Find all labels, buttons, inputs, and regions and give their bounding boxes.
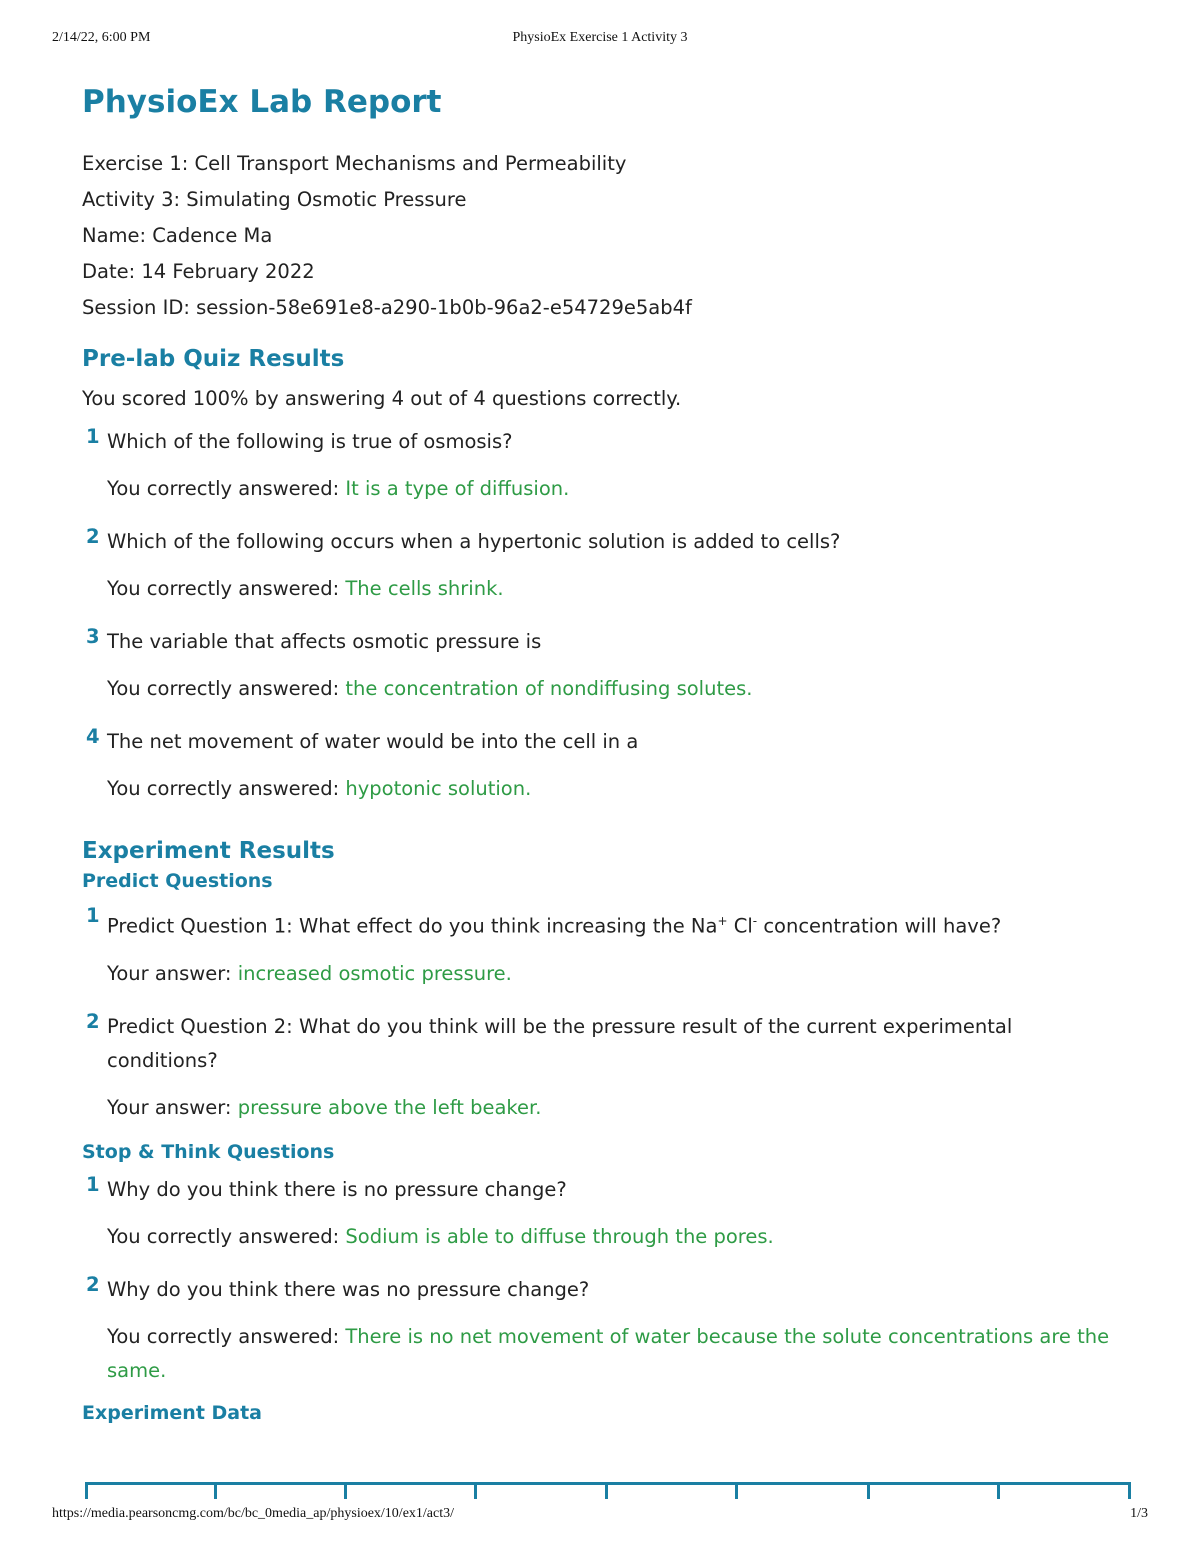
answer-value: increased osmotic pressure. [237,961,512,985]
table-column-divider [605,1482,608,1499]
table-column-divider [735,1482,738,1499]
question-answer [107,1320,1127,1388]
prelab-heading: Pre-lab Quiz Results [82,346,345,372]
superscript-minus: - [752,914,758,928]
meta-label: Name: [82,224,147,247]
table-column-divider [474,1482,477,1499]
report-content [82,80,1132,1424]
answer-value: hypotonic solution. [345,777,532,800]
answer-value: The cells shrink. [345,577,504,600]
prelab-question-2 [82,525,1132,606]
question-answer [107,957,1132,991]
question-text-part: concentration will have? [757,914,1002,938]
question-number: 2 [86,1272,100,1296]
answer-prefix: You correctly answered: [107,477,346,500]
answer-value: pressure above the left beaker. [237,1095,542,1119]
prelab-question-4 [82,725,1132,806]
experiment-data-table-top [85,1482,1131,1500]
question-text: Predict Question 2: What do you think will be the pressure result of the current experimental conditions? [107,1014,1013,1072]
answer-prefix: Your answer: [107,1095,238,1119]
superscript-plus: + [717,914,728,928]
question-text: Which of the following occurs when a hypertonic solution is added to cells? [107,530,841,553]
question-answer [107,572,1132,606]
answer-prefix: You correctly answered: [107,577,346,600]
answer-prefix: You correctly answered: [107,677,346,700]
stop-think-question-1 [82,1173,1132,1254]
table-column-divider [214,1482,217,1499]
prelab-score: You scored 100% by answering 4 out of 4 questions correctly. [82,387,682,410]
predict-question-2 [82,1010,1132,1125]
stop-think-question-2 [82,1273,1132,1388]
question-text [107,904,1132,944]
answer-value: There is no net movement of water because the solute concentrations are the same. [107,1324,1110,1382]
question-text: The variable that affects osmotic pressure is [107,630,542,653]
question-number: 1 [86,1172,100,1196]
print-page-title: PhysioEx Exercise 1 Activity 3 [512,30,688,45]
question-text-part: Predict Question 1: What effect do you think increasing the Na [107,914,718,938]
meta-date [82,254,1132,290]
meta-value: 14 February 2022 [135,260,315,283]
answer-value: the concentration of nondiffusing solutes. [345,677,753,700]
predict-heading: Predict Questions [82,870,273,892]
experiment-data-heading: Experiment Data [82,1401,263,1424]
print-header [52,30,1148,50]
table-column-divider [997,1482,1000,1499]
question-text: Which of the following is true of osmosis? [107,430,513,453]
report-meta [82,146,1132,326]
table-column-divider [1128,1482,1131,1499]
answer-prefix: You correctly answered: [107,777,346,800]
question-number: 3 [86,625,100,648]
meta-value: Cell Transport Mechanisms and Permeability [188,152,627,175]
question-number: 2 [86,1009,100,1033]
question-answer [107,672,1132,706]
answer-prefix: You correctly answered: [107,1324,346,1348]
prelab-question-1 [82,425,1132,506]
print-datetime: 2/14/22, 6:00 PM [52,30,151,45]
question-answer [107,772,1132,806]
question-answer [107,472,1132,506]
prelab-question-3 [82,625,1132,706]
report-title: PhysioEx Lab Report [82,84,442,120]
question-text: The net movement of water would be into the cell in a [107,730,639,753]
answer-prefix: Your answer: [107,961,238,985]
meta-label: Exercise 1: [82,152,189,175]
meta-name [82,218,1132,254]
question-answer [107,1091,1132,1125]
answer-value: It is a type of diffusion. [345,477,570,500]
question-text-part: Cl [727,914,753,938]
question-number: 4 [86,725,100,748]
question-number: 1 [86,425,100,448]
meta-value: session-58e691e8-a290-1b0b-96a2-e54729e5ab4f [189,296,692,319]
meta-activity [82,182,1132,218]
table-column-divider [344,1482,347,1499]
question-text: Why do you think there was no pressure change? [107,1277,590,1301]
meta-value: Simulating Osmotic Pressure [180,188,467,211]
question-number: 1 [86,904,100,927]
print-url: https://media.pearsoncmg.com/bc/bc_0media_ap/physioex/10/ex1/act3/ [52,1506,455,1521]
meta-value: Cadence Ma [146,224,273,247]
question-answer [107,1220,1132,1254]
experiment-heading: Experiment Results [82,838,335,864]
meta-exercise [82,146,1132,182]
predict-question-1 [82,904,1132,991]
answer-value: Sodium is able to diffuse through the pores. [345,1224,774,1248]
answer-prefix: You correctly answered: [107,1224,346,1248]
stop-think-heading: Stop & Think Questions [82,1140,335,1163]
meta-label: Activity 3: [82,188,181,211]
table-column-divider [867,1482,870,1499]
question-number: 2 [86,525,100,548]
meta-session-id [82,290,1132,326]
meta-label: Session ID: [82,296,190,319]
print-footer [52,1506,1148,1526]
table-column-divider [85,1482,88,1499]
meta-label: Date: [82,260,136,283]
question-text: Why do you think there is no pressure change? [107,1177,567,1201]
print-page-number: 1/3 [1130,1506,1148,1521]
table-top-border [85,1482,1131,1485]
